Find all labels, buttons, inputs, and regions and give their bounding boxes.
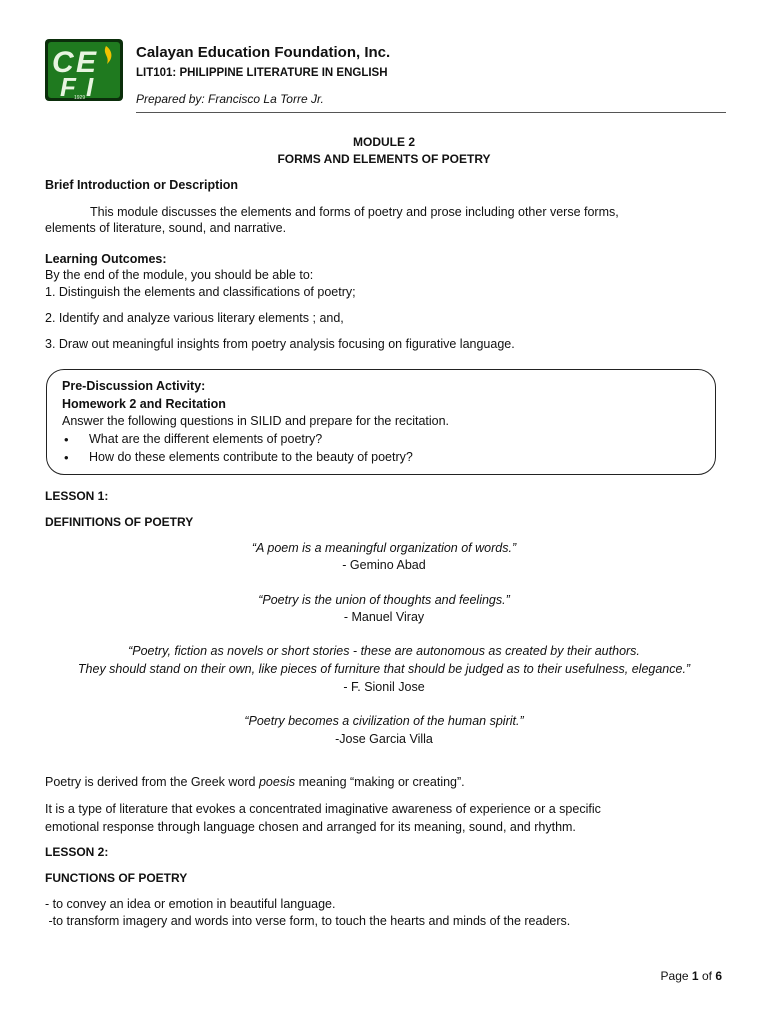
intro-line-1: This module discusses the elements and forms of poetry and prose including other verse forms,	[90, 205, 619, 219]
header-divider	[136, 112, 726, 113]
lesson-2-title: FUNCTIONS OF POETRY	[45, 871, 188, 885]
activity-question: What are the different elements of poetry?	[89, 432, 323, 446]
page-indicator	[661, 969, 722, 983]
module-title: FORMS AND ELEMENTS OF POETRY	[277, 152, 491, 166]
logo-graphic	[44, 38, 124, 102]
derivation-text: Poetry is derived from the Greek word	[45, 775, 259, 789]
bullet-icon: •	[64, 432, 69, 447]
poetry-definition-line-1: It is a type of literature that evokes a concentrated imaginative awareness of experience or a specific	[45, 802, 601, 816]
of-word: of	[701, 969, 712, 983]
page-word: Page	[660, 969, 689, 983]
svg-text:I: I	[86, 72, 94, 102]
svg-text:1929: 1929	[74, 95, 86, 101]
lesson-2-label: LESSON 2:	[45, 845, 109, 859]
quote-text: “A poem is a meaningful organization of words.”	[251, 541, 517, 555]
derivation-text: meaning “making or creating”.	[295, 775, 465, 789]
lesson-1-title: DEFINITIONS OF POETRY	[45, 515, 194, 529]
poetry-derivation	[45, 774, 465, 791]
quote-author: -Jose Garcia Villa	[335, 732, 433, 746]
poetry-definition-line-2: emotional response through language chosen and arranged for its meaning, sound, and rhythm.	[45, 820, 576, 834]
intro-line-2: elements of literature, sound, and narrative.	[45, 221, 287, 235]
outcome-item: 1. Distinguish the elements and classifications of poetry;	[45, 285, 356, 299]
derivation-word: poesis	[258, 775, 296, 789]
quote-text: “Poetry is the union of thoughts and feelings.”	[258, 593, 510, 607]
lesson-1-label: LESSON 1:	[45, 489, 109, 503]
svg-text:E: E	[76, 46, 97, 79]
module-number: MODULE 2	[352, 135, 415, 149]
prepared-by: Prepared by: Francisco La Torre Jr.	[136, 92, 324, 106]
quote-author: - Manuel Viray	[343, 610, 425, 624]
outcome-item: 2. Identify and analyze various literary elements ; and,	[45, 311, 344, 325]
function-item: -to transform imagery and words into verse form, to touch the hearts and minds of the readers.	[45, 914, 571, 928]
page-total: 6	[715, 969, 722, 983]
activity-heading: Pre-Discussion Activity:	[62, 379, 206, 393]
page-current: 1	[691, 969, 699, 983]
organization-name: Calayan Education Foundation, Inc.	[136, 44, 391, 61]
outcomes-heading: Learning Outcomes:	[45, 252, 167, 266]
outcome-item: 3. Draw out meaningful insights from poetry analysis focusing on figurative language.	[45, 337, 515, 351]
quote-author: - Gemino Abad	[342, 558, 426, 572]
quote-text: “Poetry, fiction as novels or short stories - these are autonomous as created by their authors.	[128, 644, 640, 658]
course-title: LIT101: PHILIPPINE LITERATURE IN ENGLISH	[136, 67, 388, 79]
activity-instruction: Answer the following questions in SILID and prepare for the recitation.	[62, 414, 450, 428]
quote-author: - F. Sionil Jose	[343, 680, 425, 694]
svg-text:F: F	[60, 72, 76, 102]
function-item: - to convey an idea or emotion in beautiful language.	[45, 897, 336, 911]
quote-text: They should stand on their own, like pieces of furniture that should be judged as to their usefulness, elegance.”	[77, 662, 691, 676]
activity-question: How do these elements contribute to the beauty of poetry?	[89, 450, 413, 464]
quote-text: “Poetry becomes a civilization of the human spirit.”	[244, 714, 524, 728]
activity-subheading: Homework 2 and Recitation	[62, 397, 226, 411]
outcomes-lead: By the end of the module, you should be able to:	[45, 268, 314, 282]
intro-heading: Brief Introduction or Description	[45, 178, 239, 192]
svg-text:C: C	[52, 46, 74, 79]
cefi-logo	[44, 38, 124, 102]
bullet-icon: •	[64, 450, 69, 465]
